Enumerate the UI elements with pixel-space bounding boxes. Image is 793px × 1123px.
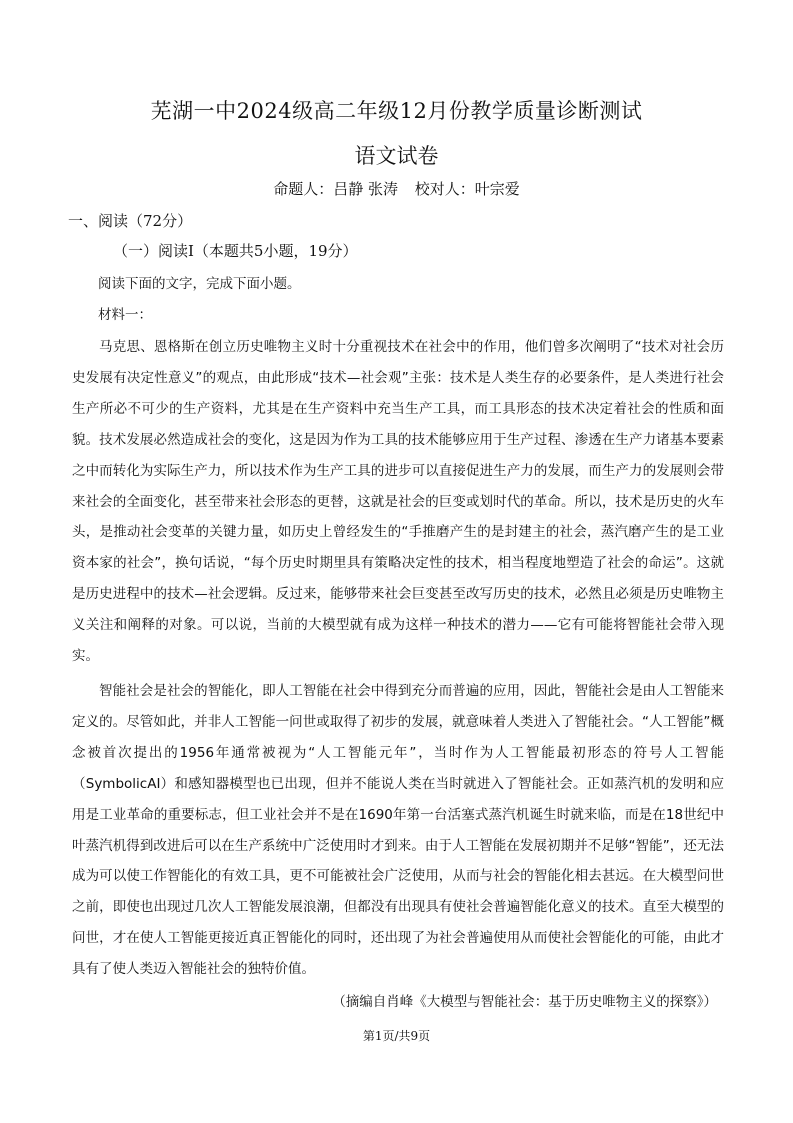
paragraph-1: 马克思、恩格斯在创立历史唯物主义时十分重视技术在社会中的作用，他们曾多次阐明了“技术对社会历史发展有决定性意义”的观点，由此形成“技术—社会观”主张：技术是人类生存的必要条件，是人类进行社会生产所必不可少的生产资料，尤其是在生产资料中充当生产工具，而工具形态的技术决定着社会的性质和面貌。技术发展必然造成社会的变化，这是因为作为工具的技术能够应用于生产过程、渗透在生产力诸基本要素之中而转化为实际生产力，所以技术作为生产工具的进步可以直接促进生产力的发展，而生产力的发展则会带来社会的全面变化，甚至带来社会形态的更替，这就是社会的巨变或划时代的革命。所以，技术是历史的火车头，是推动社会变革的关键力量，如历史上曾经发生的“手推磨产生的是封建主的社会，蒸汽磨产生的是工业资本家的社会”，换句话说，“每个历史时期里具有策略决定性的技术，相当程度地塑造了社会的命运”。这就是历史进程中的技术—社会逻辑。反过来，能够带来社会巨变甚至改写历史的技术，必然且必须是历史唯物主义关注和阐释的对象。可以说，当前的大模型就有成为这样一种技术的潜力——它有可能将智能社会带入现实。	[72, 339, 724, 665]
paragraph-2-block	[72, 676, 724, 985]
section-heading: 一、阅读（72分）	[68, 212, 193, 230]
exam-subtitle: 语文试卷	[354, 144, 439, 168]
checker-label: 校对人：叶宗爱	[414, 180, 520, 198]
authors-line	[0, 178, 793, 199]
paragraph-1-block	[72, 332, 724, 672]
material-label: 材料一：	[98, 307, 152, 323]
page-footer: 第1页/共9页	[362, 1029, 431, 1043]
paragraph-2: 智能社会是社会的智能化，即人工智能在社会中得到充分而普遍的应用，因此，智能社会是由人工智能来定义的。尽管如此，并非人工智能一问世或取得了初步的发展，就意味着人类进入了智能社会。“人工智能”概念被首次提出的1956年通常被视为“人工智能元年”，当时作为人工智能最初形态的符号人工智能（SymbolicAI）和感知器模型也已出现，但并不能说人类在当时就进入了智能社会。正如蒸汽机的发明和应用是工业革命的重要标志，但工业社会并不是在1690年第一台活塞式蒸汽机诞生时就来临，而是在18世纪中叶蒸汽机得到改进后可以在生产系统中广泛使用时才到来。由于人工智能在发展初期并不足够“智能”，还无法成为可以使工作智能化的有效工具，更不可能被社会广泛使用，从而与社会的智能化相去甚远。在大模型问世之前，即使也出现过几次人工智能发展浪潮，但都没有出现具有使社会普遍智能化意义的技术。直至大模型的问世，才在使人工智能更接近真正智能化的同时，还出现了为社会普遍使用从而使社会智能化的可能，由此才具有了使人类迈入智能社会的独特价值。	[72, 683, 724, 978]
authors-label: 命题人：吕静 张涛	[273, 180, 398, 198]
source-citation: （摘编自肖峰《大模型与智能社会：基于历史唯物主义的探察》）	[332, 994, 717, 1010]
subsection-heading: （一）阅读Ⅰ（本题共5小题，19分）	[113, 242, 358, 260]
instruction-text: 阅读下面的文字，完成下面小题。	[98, 276, 301, 292]
exam-title: 芜湖一中2024级高二年级12月份教学质量诊断测试	[150, 99, 643, 123]
